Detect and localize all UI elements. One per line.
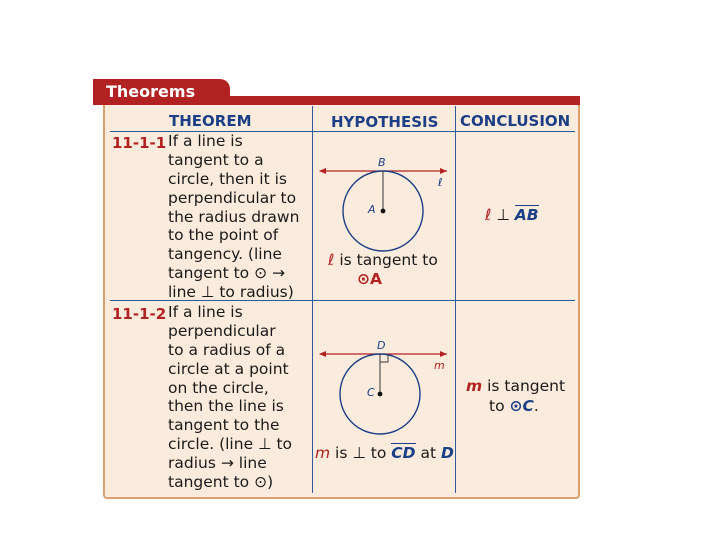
theorem-number: 11-1-1 bbox=[112, 134, 167, 152]
line-symbol: ℓ bbox=[328, 251, 335, 269]
line-m-symbol: m bbox=[466, 377, 483, 395]
header-theorem: THEOREM bbox=[169, 112, 252, 130]
statement-line: circle, then it is bbox=[168, 169, 287, 188]
header-hypothesis: HYPOTHESIS bbox=[331, 113, 439, 131]
line-label: ℓ bbox=[438, 176, 443, 189]
conclusion-1 bbox=[485, 206, 539, 224]
circle-c-symbol: ⊙C bbox=[509, 397, 534, 415]
statement-line: tangency. (line bbox=[168, 245, 282, 264]
panel-title: Theorems bbox=[93, 79, 230, 105]
statement-line: tangent to a bbox=[168, 150, 264, 169]
statement-line: the radius drawn bbox=[168, 207, 300, 226]
perp-symbol: ⊥ bbox=[491, 206, 515, 224]
statement-line: If a line is bbox=[168, 303, 243, 321]
theorem-number: 11-1-2 bbox=[112, 305, 167, 323]
line-m-symbol: m bbox=[315, 444, 331, 462]
statement-line: to the point of bbox=[168, 226, 279, 245]
point-d-label: D bbox=[377, 339, 386, 352]
hypothesis-1 bbox=[328, 251, 438, 269]
statement-line: tangent to the bbox=[168, 416, 280, 435]
statement-line: tangent to ⊙ → bbox=[168, 264, 285, 283]
hypothesis-2 bbox=[315, 444, 454, 462]
statement-line: circle at a point bbox=[168, 359, 289, 378]
conclusion-2 bbox=[466, 377, 565, 395]
line-symbol: ℓ bbox=[485, 206, 492, 224]
segment-cd: CD bbox=[391, 444, 416, 462]
statement-line: line ⊥ to radius) bbox=[168, 283, 294, 302]
conclusion-2-line2 bbox=[489, 397, 539, 415]
hypothesis-text: is ⊥ to bbox=[330, 444, 392, 462]
hypothesis-text: is tangent to bbox=[334, 251, 438, 269]
segment-ab: AB bbox=[514, 206, 539, 224]
line-m-label: m bbox=[434, 359, 445, 372]
circle-a-symbol: ⊙A bbox=[357, 270, 382, 288]
conclusion-text: to bbox=[489, 397, 510, 415]
center-point bbox=[378, 392, 383, 397]
statement-line: on the circle, bbox=[168, 378, 269, 397]
center-point bbox=[381, 209, 386, 214]
hypothesis-at: at bbox=[415, 444, 441, 462]
hypothesis-1-circle bbox=[357, 270, 382, 288]
statement-line: circle. (line ⊥ to bbox=[168, 435, 293, 454]
statement-line: to a radius of a bbox=[168, 340, 286, 359]
statement-line: tangent to ⊙) bbox=[168, 473, 274, 492]
statement-line: then the line is bbox=[168, 397, 284, 416]
theorem-statement bbox=[168, 303, 292, 492]
header-conclusion: CONCLUSION bbox=[460, 112, 571, 130]
conclusion-text: is tangent bbox=[482, 377, 566, 395]
center-a-label: A bbox=[368, 203, 376, 216]
statement-line: perpendicular to bbox=[168, 188, 297, 207]
center-c-label: C bbox=[367, 386, 375, 399]
point-b-label: B bbox=[378, 156, 386, 169]
statement-line: perpendicular bbox=[168, 321, 276, 340]
period: . bbox=[533, 397, 539, 415]
point-d: D bbox=[440, 444, 454, 462]
statement-line: radius → line bbox=[168, 454, 267, 473]
statement-line: If a line is bbox=[168, 132, 243, 150]
